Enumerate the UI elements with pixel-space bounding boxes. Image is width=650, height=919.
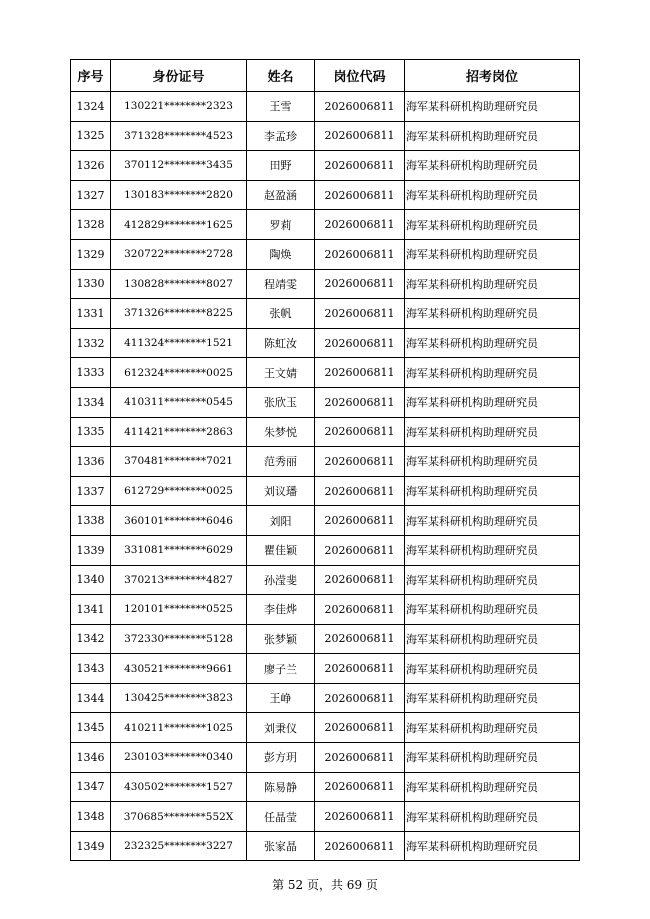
- row-serial: 1335: [71, 417, 111, 447]
- row-post: 海军某科研机构助理研究员: [405, 831, 580, 861]
- row-post-code: 2026006811: [315, 624, 405, 654]
- row-id-number: 371326********8225: [111, 299, 247, 329]
- row-name: 刘阳: [247, 506, 315, 536]
- table-row: [71, 92, 580, 122]
- row-serial: 1342: [71, 624, 111, 654]
- row-post-code: 2026006811: [315, 772, 405, 802]
- row-post-code: 2026006811: [315, 417, 405, 447]
- row-id-number: 612324********0025: [111, 358, 247, 388]
- row-id-number: 360101********6046: [111, 506, 247, 536]
- header-name: 姓名: [247, 60, 315, 92]
- table-row: [71, 210, 580, 240]
- row-serial: 1347: [71, 772, 111, 802]
- row-id-number: 372330********5128: [111, 624, 247, 654]
- row-post: 海军某科研机构助理研究员: [405, 447, 580, 477]
- row-serial: 1337: [71, 476, 111, 506]
- row-name: 彭方玥: [247, 743, 315, 773]
- row-id-number: 371328********4523: [111, 121, 247, 151]
- row-name: 王峥: [247, 683, 315, 713]
- table-row: [71, 772, 580, 802]
- row-serial: 1327: [71, 180, 111, 210]
- row-id-number: 230103********0340: [111, 743, 247, 773]
- row-post-code: 2026006811: [315, 387, 405, 417]
- row-post-code: 2026006811: [315, 802, 405, 832]
- row-post: 海军某科研机构助理研究员: [405, 180, 580, 210]
- row-post: 海军某科研机构助理研究员: [405, 269, 580, 299]
- row-id-number: 410311********0545: [111, 387, 247, 417]
- row-post: 海军某科研机构助理研究员: [405, 239, 580, 269]
- table-row: [71, 417, 580, 447]
- row-serial: 1330: [71, 269, 111, 299]
- row-post: 海军某科研机构助理研究员: [405, 683, 580, 713]
- row-post-code: 2026006811: [315, 654, 405, 684]
- row-id-number: 120101********0525: [111, 595, 247, 625]
- table-row: [71, 358, 580, 388]
- row-serial: 1339: [71, 535, 111, 565]
- table-row: [71, 535, 580, 565]
- table-row: [71, 476, 580, 506]
- row-post-code: 2026006811: [315, 565, 405, 595]
- row-id-number: 130221********2323: [111, 92, 247, 122]
- table-row: [71, 447, 580, 477]
- table-row: [71, 595, 580, 625]
- table-row: [71, 180, 580, 210]
- table-row: [71, 239, 580, 269]
- row-name: 程靖雯: [247, 269, 315, 299]
- header-id-number: 身份证号: [111, 60, 247, 92]
- row-post: 海军某科研机构助理研究员: [405, 417, 580, 447]
- row-post-code: 2026006811: [315, 476, 405, 506]
- row-id-number: 232325********3227: [111, 831, 247, 861]
- row-id-number: 331081********6029: [111, 535, 247, 565]
- table-body: [71, 92, 580, 861]
- row-serial: 1345: [71, 713, 111, 743]
- row-post-code: 2026006811: [315, 683, 405, 713]
- row-post-code: 2026006811: [315, 506, 405, 536]
- row-id-number: 430502********1527: [111, 772, 247, 802]
- row-id-number: 320722********2728: [111, 239, 247, 269]
- row-name: 罗莉: [247, 210, 315, 240]
- row-name: 张梦颖: [247, 624, 315, 654]
- row-name: 廖子兰: [247, 654, 315, 684]
- row-post-code: 2026006811: [315, 269, 405, 299]
- table-row: [71, 683, 580, 713]
- row-name: 陈易静: [247, 772, 315, 802]
- row-serial: 1336: [71, 447, 111, 477]
- row-serial: 1344: [71, 683, 111, 713]
- row-id-number: 370213********4827: [111, 565, 247, 595]
- table-row: [71, 121, 580, 151]
- row-post: 海军某科研机构助理研究员: [405, 535, 580, 565]
- row-post-code: 2026006811: [315, 180, 405, 210]
- table-row: [71, 831, 580, 861]
- row-post: 海军某科研机构助理研究员: [405, 151, 580, 181]
- row-serial: 1334: [71, 387, 111, 417]
- row-post-code: 2026006811: [315, 743, 405, 773]
- row-serial: 1328: [71, 210, 111, 240]
- row-post: 海军某科研机构助理研究员: [405, 506, 580, 536]
- row-serial: 1349: [71, 831, 111, 861]
- table-row: [71, 624, 580, 654]
- row-name: 朱梦悦: [247, 417, 315, 447]
- row-post: 海军某科研机构助理研究员: [405, 713, 580, 743]
- row-post: 海军某科研机构助理研究员: [405, 387, 580, 417]
- header-post: 招考岗位: [405, 60, 580, 92]
- row-name: 任晶莹: [247, 802, 315, 832]
- row-serial: 1343: [71, 654, 111, 684]
- row-serial: 1340: [71, 565, 111, 595]
- row-serial: 1338: [71, 506, 111, 536]
- row-name: 张欣玉: [247, 387, 315, 417]
- row-post: 海军某科研机构助理研究员: [405, 772, 580, 802]
- row-post: 海军某科研机构助理研究员: [405, 565, 580, 595]
- row-serial: 1325: [71, 121, 111, 151]
- row-name: 范秀丽: [247, 447, 315, 477]
- row-post-code: 2026006811: [315, 92, 405, 122]
- row-name: 孙滢斐: [247, 565, 315, 595]
- row-post-code: 2026006811: [315, 535, 405, 565]
- row-name: 刘议璠: [247, 476, 315, 506]
- row-post: 海军某科研机构助理研究员: [405, 654, 580, 684]
- row-name: 瞿佳颖: [247, 535, 315, 565]
- table-row: [71, 299, 580, 329]
- table-row: [71, 565, 580, 595]
- row-post-code: 2026006811: [315, 239, 405, 269]
- row-post-code: 2026006811: [315, 328, 405, 358]
- row-id-number: 412829********1625: [111, 210, 247, 240]
- row-post: 海军某科研机构助理研究员: [405, 595, 580, 625]
- row-serial: 1326: [71, 151, 111, 181]
- candidate-table: [70, 59, 580, 861]
- row-post: 海军某科研机构助理研究员: [405, 210, 580, 240]
- header-post-code: 岗位代码: [315, 60, 405, 92]
- row-post-code: 2026006811: [315, 151, 405, 181]
- page-footer: 第 52 页，共 69 页: [272, 878, 378, 892]
- row-post-code: 2026006811: [315, 358, 405, 388]
- row-id-number: 370685********552X: [111, 802, 247, 832]
- header-serial: 序号: [71, 60, 111, 92]
- row-name: 田野: [247, 151, 315, 181]
- row-name: 张帆: [247, 299, 315, 329]
- table-row: [71, 151, 580, 181]
- row-post: 海军某科研机构助理研究员: [405, 802, 580, 832]
- row-post: 海军某科研机构助理研究员: [405, 743, 580, 773]
- table-row: [71, 328, 580, 358]
- row-post-code: 2026006811: [315, 831, 405, 861]
- row-post-code: 2026006811: [315, 121, 405, 151]
- row-serial: 1341: [71, 595, 111, 625]
- table-row: [71, 387, 580, 417]
- row-post-code: 2026006811: [315, 447, 405, 477]
- row-name: 李孟珍: [247, 121, 315, 151]
- table-row: [71, 713, 580, 743]
- row-post: 海军某科研机构助理研究员: [405, 328, 580, 358]
- table-row: [71, 269, 580, 299]
- row-serial: 1329: [71, 239, 111, 269]
- row-post-code: 2026006811: [315, 595, 405, 625]
- row-name: 张家晶: [247, 831, 315, 861]
- row-serial: 1332: [71, 328, 111, 358]
- row-post: 海军某科研机构助理研究员: [405, 121, 580, 151]
- row-id-number: 411421********2863: [111, 417, 247, 447]
- row-id-number: 370112********3435: [111, 151, 247, 181]
- table-row: [71, 654, 580, 684]
- row-post-code: 2026006811: [315, 299, 405, 329]
- row-name: 陈虹汝: [247, 328, 315, 358]
- row-post: 海军某科研机构助理研究员: [405, 476, 580, 506]
- table-header-row: [71, 60, 580, 92]
- row-post: 海军某科研机构助理研究员: [405, 299, 580, 329]
- row-serial: 1333: [71, 358, 111, 388]
- row-name: 王雪: [247, 92, 315, 122]
- row-serial: 1346: [71, 743, 111, 773]
- table-row: [71, 506, 580, 536]
- row-id-number: 130828********8027: [111, 269, 247, 299]
- row-serial: 1348: [71, 802, 111, 832]
- row-id-number: 130183********2820: [111, 180, 247, 210]
- row-id-number: 612729********0025: [111, 476, 247, 506]
- row-id-number: 130425********3823: [111, 683, 247, 713]
- row-post: 海军某科研机构助理研究员: [405, 358, 580, 388]
- row-name: 王文婧: [247, 358, 315, 388]
- row-post: 海军某科研机构助理研究员: [405, 92, 580, 122]
- row-id-number: 411324********1521: [111, 328, 247, 358]
- row-post-code: 2026006811: [315, 210, 405, 240]
- row-post-code: 2026006811: [315, 713, 405, 743]
- row-name: 陶焕: [247, 239, 315, 269]
- row-id-number: 430521********9661: [111, 654, 247, 684]
- row-name: 李佳烨: [247, 595, 315, 625]
- row-serial: 1331: [71, 299, 111, 329]
- table-row: [71, 802, 580, 832]
- row-id-number: 370481********7021: [111, 447, 247, 477]
- row-serial: 1324: [71, 92, 111, 122]
- row-id-number: 410211********1025: [111, 713, 247, 743]
- row-post: 海军某科研机构助理研究员: [405, 624, 580, 654]
- row-name: 刘秉仪: [247, 713, 315, 743]
- table-row: [71, 743, 580, 773]
- row-name: 赵盈涵: [247, 180, 315, 210]
